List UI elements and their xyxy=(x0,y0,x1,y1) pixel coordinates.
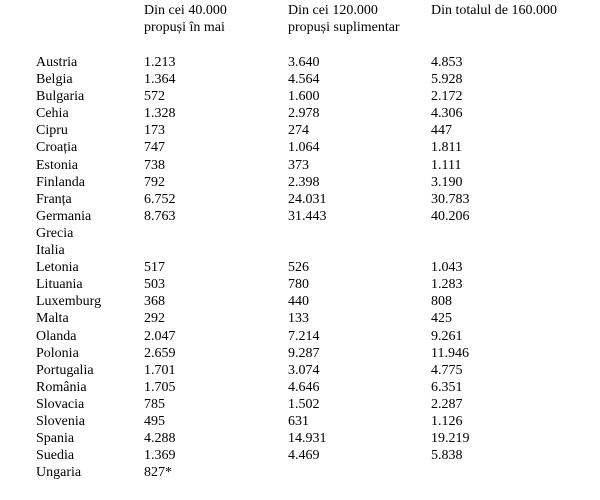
country-cell: Germania xyxy=(36,208,92,224)
total-quota-cell: 9.261 xyxy=(431,328,463,344)
total-quota-cell: 6.351 xyxy=(431,379,463,395)
additional-quota-cell: 14.931 xyxy=(288,431,327,447)
may-quota-cell: 827* xyxy=(144,465,172,481)
table-row xyxy=(0,413,600,430)
table-row xyxy=(0,293,600,310)
table-row xyxy=(0,191,600,208)
may-quota-cell: 503 xyxy=(144,277,165,293)
may-quota-cell: 4.288 xyxy=(144,431,176,447)
total-quota-cell: 1.811 xyxy=(431,140,462,156)
column-header-may: Din cei 40.000 propuși în mai xyxy=(144,3,227,35)
country-cell: Franța xyxy=(36,191,72,207)
country-cell: Ungaria xyxy=(36,465,82,481)
country-cell: Cehia xyxy=(36,106,69,122)
country-cell: Estonia xyxy=(36,157,78,173)
additional-quota-cell: 3.640 xyxy=(288,55,320,70)
table-row xyxy=(0,379,600,396)
country-cell: Finlanda xyxy=(36,174,85,190)
table-row xyxy=(0,71,600,88)
total-quota-cell: 11.946 xyxy=(431,345,469,361)
may-quota-cell: 785 xyxy=(144,396,165,412)
may-quota-cell: 2.047 xyxy=(144,328,176,344)
total-quota-cell: 40.206 xyxy=(431,208,470,224)
column-header-total: Din totalul de 160.000 xyxy=(431,3,557,18)
country-cell: Luxemburg xyxy=(36,294,102,310)
table-row xyxy=(0,259,600,276)
additional-quota-cell: 4.564 xyxy=(288,72,320,88)
total-quota-cell: 1.283 xyxy=(431,277,463,293)
total-quota-cell: 1.043 xyxy=(431,260,463,276)
table-row xyxy=(0,345,600,362)
additional-quota-cell: 31.443 xyxy=(288,208,327,224)
additional-quota-cell: 526 xyxy=(288,260,309,276)
may-quota-cell: 6.752 xyxy=(144,191,176,207)
table-row xyxy=(0,105,600,122)
country-cell: Croația xyxy=(36,140,78,156)
additional-quota-cell: 3.074 xyxy=(288,362,320,378)
additional-quota-cell: 1.600 xyxy=(288,89,320,105)
country-cell: Slovenia xyxy=(36,413,85,429)
total-quota-cell: 5.838 xyxy=(431,448,463,464)
country-cell: Malta xyxy=(36,311,69,327)
total-quota-cell: 1.111 xyxy=(431,157,462,173)
may-quota-cell: 738 xyxy=(144,157,165,173)
additional-quota-cell: 4.469 xyxy=(288,448,320,464)
table-row xyxy=(0,362,600,379)
may-quota-cell: 1.364 xyxy=(144,72,176,88)
table-row xyxy=(0,328,600,345)
additional-quota-cell: 1.064 xyxy=(288,140,320,156)
may-quota-cell: 1.701 xyxy=(144,362,176,378)
may-quota-cell: 792 xyxy=(144,174,165,190)
total-quota-cell: 425 xyxy=(431,311,452,327)
total-quota-cell: 2.172 xyxy=(431,89,463,105)
additional-quota-cell: 4.646 xyxy=(288,379,320,395)
additional-quota-cell: 7.214 xyxy=(288,328,320,344)
country-cell: Spania xyxy=(36,431,75,447)
total-quota-cell: 808 xyxy=(431,294,452,310)
may-quota-cell: 572 xyxy=(144,89,165,105)
table-row xyxy=(0,208,600,225)
country-cell: Italia xyxy=(36,243,65,259)
country-cell: Cipru xyxy=(36,123,68,139)
total-quota-cell: 3.190 xyxy=(431,174,463,190)
additional-quota-cell: 2.978 xyxy=(288,106,320,122)
additional-quota-cell: 24.031 xyxy=(288,191,327,207)
table-row xyxy=(0,430,600,447)
additional-quota-cell: 133 xyxy=(288,311,309,327)
table-row xyxy=(0,174,600,191)
additional-quota-cell: 373 xyxy=(288,157,309,173)
total-quota-cell: 30.783 xyxy=(431,191,470,207)
total-quota-cell: 447 xyxy=(431,123,452,139)
additional-quota-cell: 631 xyxy=(288,413,309,429)
may-quota-cell: 1.328 xyxy=(144,106,176,122)
country-cell: Bulgaria xyxy=(36,89,85,105)
total-quota-cell: 19.219 xyxy=(431,431,470,447)
table-row xyxy=(0,88,600,105)
may-quota-cell: 173 xyxy=(144,123,165,139)
additional-quota-cell: 2.398 xyxy=(288,174,320,190)
total-quota-cell: 1.126 xyxy=(431,413,463,429)
total-quota-cell: 5.928 xyxy=(431,72,463,88)
additional-quota-cell: 9.287 xyxy=(288,345,320,361)
country-cell: Letonia xyxy=(36,260,79,276)
country-cell: Austria xyxy=(36,55,78,70)
total-quota-cell: 4.306 xyxy=(431,106,463,122)
country-cell: Lituania xyxy=(36,277,83,293)
table-row xyxy=(0,139,600,156)
may-quota-cell: 1.705 xyxy=(144,379,176,395)
total-quota-cell: 4.853 xyxy=(431,55,463,70)
country-cell: Olanda xyxy=(36,328,77,344)
additional-quota-cell: 440 xyxy=(288,294,309,310)
may-quota-cell: 495 xyxy=(144,413,165,429)
country-cell: Belgia xyxy=(36,72,73,88)
table-row xyxy=(0,157,600,174)
table-row xyxy=(0,396,600,413)
country-cell: Slovacia xyxy=(36,396,85,412)
country-cell: Grecia xyxy=(36,225,74,241)
may-quota-cell: 517 xyxy=(144,260,165,276)
additional-quota-cell: 274 xyxy=(288,123,309,139)
total-quota-cell: 2.287 xyxy=(431,396,463,412)
table-row xyxy=(0,464,600,481)
may-quota-cell: 1.213 xyxy=(144,55,176,70)
may-quota-cell: 2.659 xyxy=(144,345,176,361)
may-quota-cell: 1.369 xyxy=(144,448,176,464)
may-quota-cell: 8.763 xyxy=(144,208,176,224)
table-row xyxy=(0,276,600,293)
country-cell: Suedia xyxy=(36,448,75,464)
table-row xyxy=(0,225,600,242)
may-quota-cell: 747 xyxy=(144,140,165,156)
country-cell: România xyxy=(36,379,87,395)
country-cell: Polonia xyxy=(36,345,79,361)
total-quota-cell: 4.775 xyxy=(431,362,463,378)
table-row xyxy=(0,54,600,71)
may-quota-cell: 368 xyxy=(144,294,165,310)
may-quota-cell: 292 xyxy=(144,311,165,327)
table-row xyxy=(0,447,600,464)
table-row xyxy=(0,310,600,327)
table-row xyxy=(0,242,600,259)
relocation-table-body xyxy=(0,54,600,481)
additional-quota-cell: 1.502 xyxy=(288,396,320,412)
column-header-additional: Din cei 120.000 propuși suplimentar xyxy=(288,3,400,35)
additional-quota-cell: 780 xyxy=(288,277,309,293)
table-row xyxy=(0,122,600,139)
country-cell: Portugalia xyxy=(36,362,94,378)
